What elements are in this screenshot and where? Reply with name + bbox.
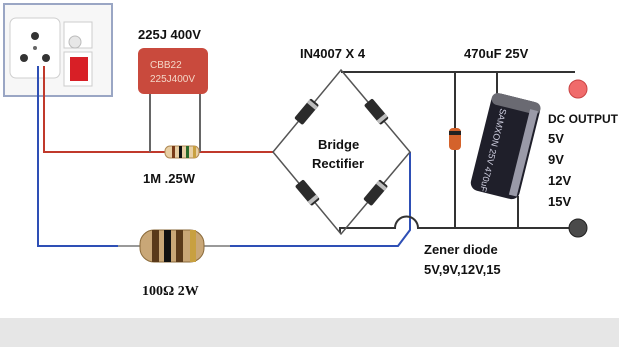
voltage-5v: 5V bbox=[548, 131, 564, 146]
small-resistor-label: 1M .25W bbox=[143, 171, 196, 186]
film-capacitor bbox=[138, 48, 208, 94]
zener-label-line1: Zener diode bbox=[424, 242, 498, 257]
dc-output-label: DC OUTPUT bbox=[548, 112, 618, 126]
electrolytic-capacitor bbox=[469, 92, 542, 201]
electrolytic-print: SAMXON 25V 470uF bbox=[477, 107, 509, 193]
voltage-15v: 15V bbox=[548, 194, 572, 209]
bottom-bar bbox=[0, 318, 619, 347]
wire-bridge-to-neg bbox=[340, 217, 575, 234]
large-resistor-label: 100Ω 2W bbox=[142, 284, 199, 299]
bridge-label-line1: Bridge bbox=[318, 137, 360, 152]
zener-diode bbox=[449, 128, 461, 150]
negative-terminal bbox=[569, 219, 587, 237]
zener-label-line2: 5V,9V,12V,15 bbox=[424, 262, 501, 277]
wall-socket bbox=[4, 4, 112, 96]
voltage-12v: 12V bbox=[548, 173, 572, 188]
cap-film-print-1: CBB22 bbox=[150, 60, 182, 71]
film-capacitor-label: 225J 400V bbox=[138, 27, 201, 42]
diodes-label: IN4007 X 4 bbox=[300, 46, 366, 61]
electrolytic-label: 470uF 25V bbox=[464, 46, 529, 61]
cap-film-print-2: 225J400V bbox=[150, 74, 196, 85]
large-resistor bbox=[118, 230, 230, 262]
voltage-9v: 9V bbox=[548, 152, 564, 167]
positive-terminal bbox=[569, 80, 587, 98]
small-resistor bbox=[165, 146, 199, 158]
bridge-label-line2: Rectifier bbox=[312, 156, 365, 171]
